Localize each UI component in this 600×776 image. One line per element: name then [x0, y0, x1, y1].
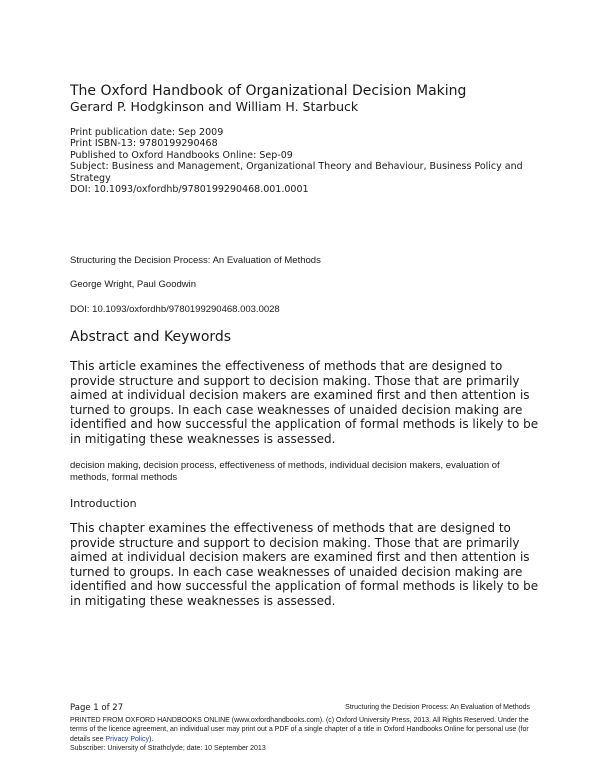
printed-from-notice: PRINTED FROM OXFORD HANDBOOKS ONLINE (www.oxfordhandbooks.com). (c) Oxford University Press, 2013. All Rights Reserved. Under the terms of the licence agreement, an individual user may print out a PDF of a single chapter of a title in Oxford Handbooks Online for personal use (for details see: [70, 717, 529, 743]
book-doi: DOI: 10.1093/oxfordhb/9780199290468.001.0001: [70, 184, 309, 196]
privacy-policy-link[interactable]: Privacy Policy: [105, 735, 149, 743]
print-publication-date: Print publication date: Sep 2009: [70, 127, 224, 138]
subject-line: Subject: Business and Management, Organizational Theory and Behaviour, Business Policy and Strategy: [70, 161, 523, 184]
subscriber-line: Subscriber: University of Strathclyde; date: 10 September 2013: [70, 744, 266, 752]
page-number: Page 1 of 27: [70, 703, 124, 713]
keywords: decision making, decision process, effectiveness of methods, individual decision makers, evaluation of methods, formal methods: [70, 460, 500, 483]
notice-closing: ).: [149, 735, 154, 743]
introduction-text: This chapter examines the effectiveness of methods that are designed to provide structure and support to decision making. Those that are primarily aimed at individual decision makers are examined first and then attention is turned to groups. In each case weaknesses of unaided decision making are identified and how successful the application of formal methods is likely to be in mitigating these weaknesses is assessed.: [70, 521, 539, 608]
print-isbn: Print ISBN-13: 9780199290468: [70, 138, 218, 150]
footer-notice: [70, 716, 540, 753]
chapter-authors: George Wright, Paul Goodwin: [70, 279, 197, 290]
book-authors: Gerard P. Hodgkinson and William H. Starbuck: [70, 99, 359, 114]
introduction-heading: Introduction: [70, 497, 137, 510]
abstract-text: This article examines the effectiveness of methods that are designed to provide structure and support to decision making. Those that are primarily aimed at individual decision makers are examined first and then attention is turned to groups. In each case weaknesses of unaided decision making are identified and how successful the application of formal methods is likely to be in mitigating these weaknesses is assessed.: [70, 359, 539, 446]
abstract-heading: Abstract and Keywords: [70, 329, 232, 345]
running-title: Structuring the Decision Process: An Evaluation of Methods: [345, 704, 530, 711]
chapter-title: Structuring the Decision Process: An Evaluation of Methods: [70, 255, 321, 266]
book-title: The Oxford Handbook of Organizational Decision Making: [70, 83, 467, 99]
published-online-date: Published to Oxford Handbooks Online: Sep-09: [70, 149, 293, 161]
publication-metadata: [70, 127, 540, 195]
chapter-doi: DOI: 10.1093/oxfordhb/9780199290468.003.0028: [70, 304, 280, 315]
